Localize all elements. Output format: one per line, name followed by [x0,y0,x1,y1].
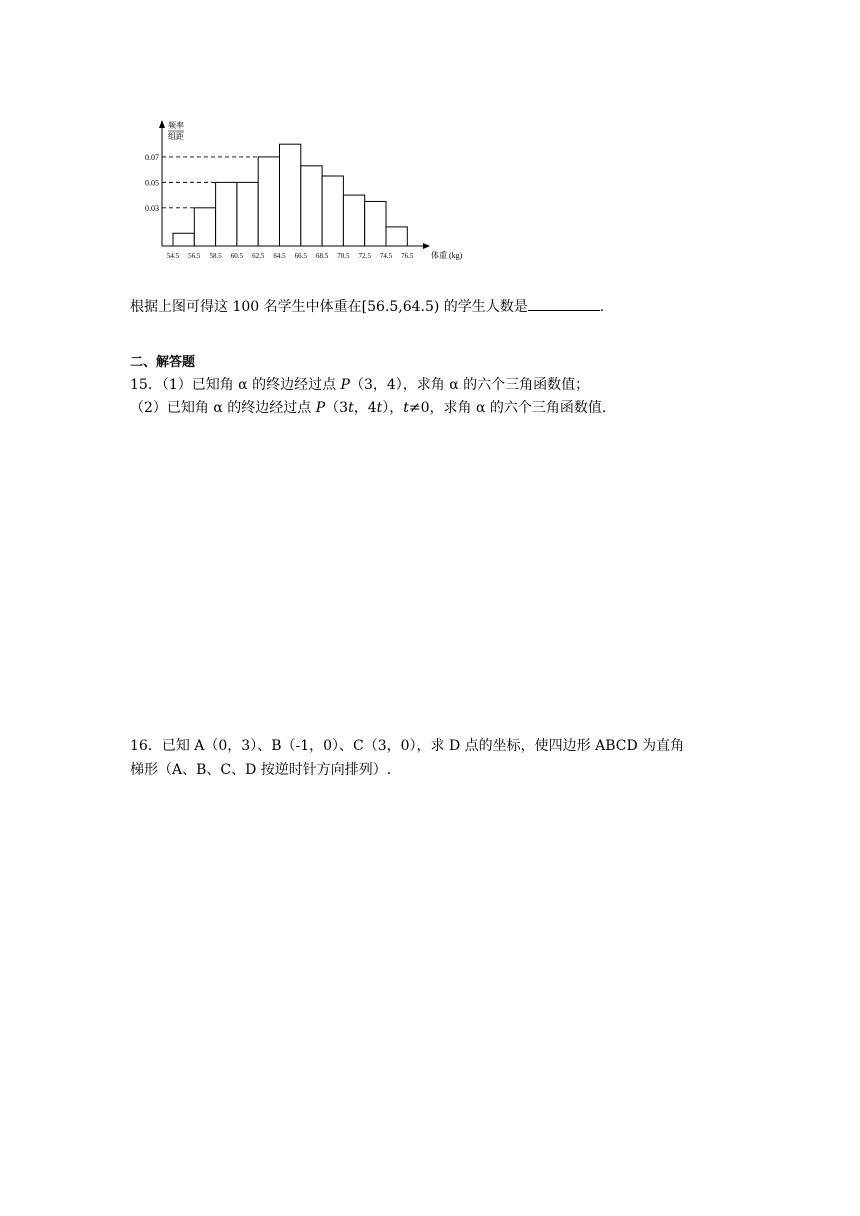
x-tick-label: 64.5 [273,252,286,260]
x-tick-label: 58.5 [209,252,222,260]
y-tick-label: 0.05 [145,178,159,188]
question-15-part1: 15．（1）已知角 α 的终边经过点 P（3，4），求角 α 的六个三角函数值； [130,377,590,393]
histogram-bar [194,208,215,246]
histogram-bar [280,144,301,246]
x-tick-label: 54.5 [166,252,180,260]
x-tick-label: 60.5 [230,252,244,260]
weight-histogram [128,112,468,272]
histogram-bar [216,182,237,246]
y-axis-arrow-icon [159,120,165,128]
histogram-bar [386,227,407,246]
x-tick-label: 62.5 [252,252,265,260]
x-axis-label: 体重 (kg) [431,251,463,260]
answer-blank[interactable] [528,296,600,311]
histogram-bar [301,166,322,246]
histogram-bar [258,157,279,246]
histogram-bar [365,201,386,246]
question-16-line1: 16．已知 A（0，3）、B（-1，0）、C（3，0），求 D 点的坐标，使四边形 ABCD 为直角 [130,738,685,754]
x-tick-label: 66.5 [294,252,307,260]
question-14-suffix: . [599,299,605,315]
x-tick-label: 56.5 [188,252,201,260]
question-14-prefix: 根据上图可得这 100 名学生中体重在[56.5,64.5) 的学生人数是 [130,299,528,315]
x-tick-label: 68.5 [315,252,329,260]
question-14-text [130,296,604,317]
x-tick-label: 76.5 [401,252,414,260]
x-tick-label: 70.5 [337,252,350,260]
histogram-bar [343,195,364,246]
y-axis-label: 频率 [168,121,184,130]
x-tick-label: 72.5 [358,252,371,260]
question-15-part2: （2）已知角 α 的终边经过点 P（3t，4t），t≠0，求角 α 的六个三角函数值. [130,400,607,416]
y-tick-label: 0.03 [145,203,159,213]
histogram-bar [322,176,343,246]
y-tick-label: 0.07 [145,152,159,162]
section-title: 二、解答题 [130,355,196,370]
x-tick-label: 74.5 [379,252,393,260]
question-16-line2: 梯形（A、B、C、D 按逆时针方向排列）. [130,762,392,778]
x-axis-arrow-icon [423,243,430,249]
histogram-bar [237,182,258,246]
y-axis-label: 组距 [168,132,184,141]
histogram-bar [173,233,194,246]
